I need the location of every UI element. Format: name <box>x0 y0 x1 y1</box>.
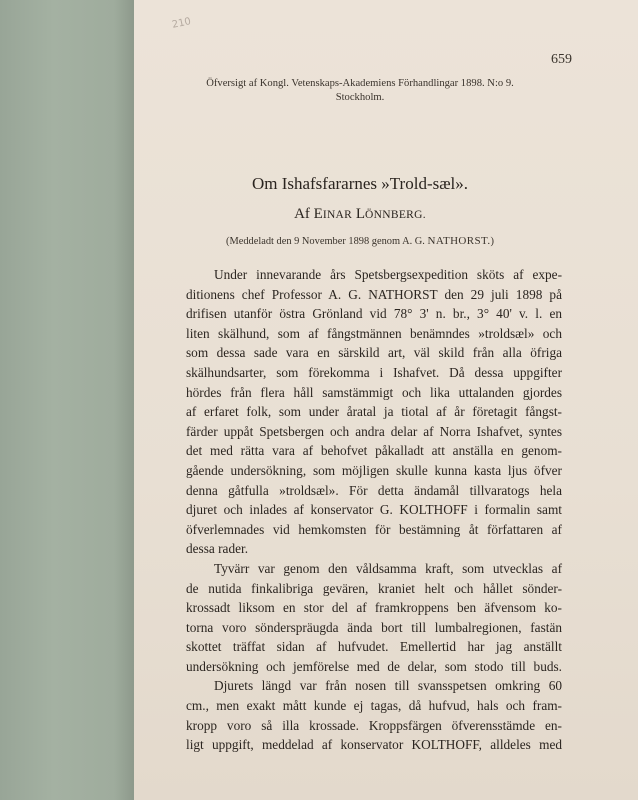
body-line: Tyvärr var genom den våldsamma kraft, som utvecklas af <box>214 560 562 576</box>
body-line: de nutida finkalibriga gevären, kraniet helt och hållet sönder- <box>186 580 562 596</box>
body-line: kropp voro så illa krossade. Kroppsfärgen öfverensstämde en- <box>186 717 562 733</box>
body-line: drifisen utanför östra Grönland vid 78° 3' n. br., 3° 40' v. l. en <box>186 306 562 322</box>
communication-note <box>170 235 550 247</box>
body-line: djuret och inlades af konservator G. KOLTHOFF i formalin samt <box>186 502 562 518</box>
pencil-annotation: 210 <box>171 16 193 31</box>
body-line: af erfaret folk, som under åratal ja tiotal af år företagit fångst- <box>186 404 562 420</box>
article-body <box>186 265 562 755</box>
body-line: Under innevarande års Spetsbergsexpedition sköts af expe- <box>214 267 562 282</box>
body-line: ditionens chef Professor A. G. NATHORST den 29 juli 1898 på <box>186 286 562 302</box>
body-line: denna gåtfulla »troldsæl». För detta ändamål tillvaratogs hela <box>186 482 562 498</box>
author-last-rest: ÖNNBERG. <box>365 209 426 221</box>
author-first-rest: INAR <box>322 209 353 221</box>
body-line: skälhundsarter, som förekomma i Ishafvet. Då dessa uppgifter <box>186 364 562 380</box>
body-line: öfverlemnades vid hemkomsten för bestämning åt författaren af <box>186 521 562 537</box>
page-number: 659 <box>551 52 572 67</box>
journal-header <box>170 77 550 105</box>
body-line: skottet träffat sidan af hufvudet. Emellertid har jag anställt <box>186 639 562 655</box>
body-line: Djurets längd var från nosen till svansspetsen omkring 60 <box>214 678 562 694</box>
body-line: torna voro sönderspräugda ända bort till lumbalregionen, fastän <box>186 619 562 635</box>
body-line: som dessa sade vara en särskild art, väl skild från alla öfriga <box>186 345 562 361</box>
body-line: ligt uppgift, meddelad af konservator KOLTHOFF, alldeles med <box>186 737 562 753</box>
article-title: Om Ishafsfararnes »Trold-sæl». <box>251 174 469 193</box>
body-line: cm., men exakt mått kunde ej tagas, då hufvud, hals och fram- <box>186 698 562 714</box>
body-line: det med rätta vara af behofvet påkalladt att anställa en genom- <box>186 443 562 459</box>
journal-header-line-1: Öfversigt af Kongl. Vetenskaps-Akademiens Förhandlingar 1898. N:o 9. <box>206 78 514 89</box>
author-first-initial: E <box>313 206 323 222</box>
body-line: gående undersökning, som möjligen skulle kunna kasta ljus öfver <box>186 462 562 478</box>
note-name: NATHORST. <box>427 235 491 247</box>
document-page <box>134 0 638 800</box>
body-line: undersökning och jemförelse med de delar, som stodo till buds. <box>186 658 562 674</box>
article-author <box>170 206 550 223</box>
body-line: hördes från flera håll samstämmigt och lika uttalanden gjordes <box>186 384 562 400</box>
body-line: färder uppåt Spetsbergen och andra delar af Norra Ishafvet, syntes <box>186 423 562 439</box>
book-spine-cover <box>0 0 134 800</box>
body-line: dessa rader. <box>186 541 249 557</box>
journal-header-line-2: Stockholm. <box>335 92 385 103</box>
body-line: krossadt liksom en stor del af framkroppens ben äfvensom ko- <box>186 600 562 616</box>
note-suffix: ) <box>490 236 494 247</box>
author-last-initial: L <box>355 206 366 222</box>
author-prefix: Af <box>294 206 310 222</box>
note-prefix: (Meddeladt den 9 November 1898 genom A. G. <box>226 236 425 247</box>
body-line: liten skälhund, som af fångstmännen benämndes »troldsæl» och <box>186 325 562 341</box>
